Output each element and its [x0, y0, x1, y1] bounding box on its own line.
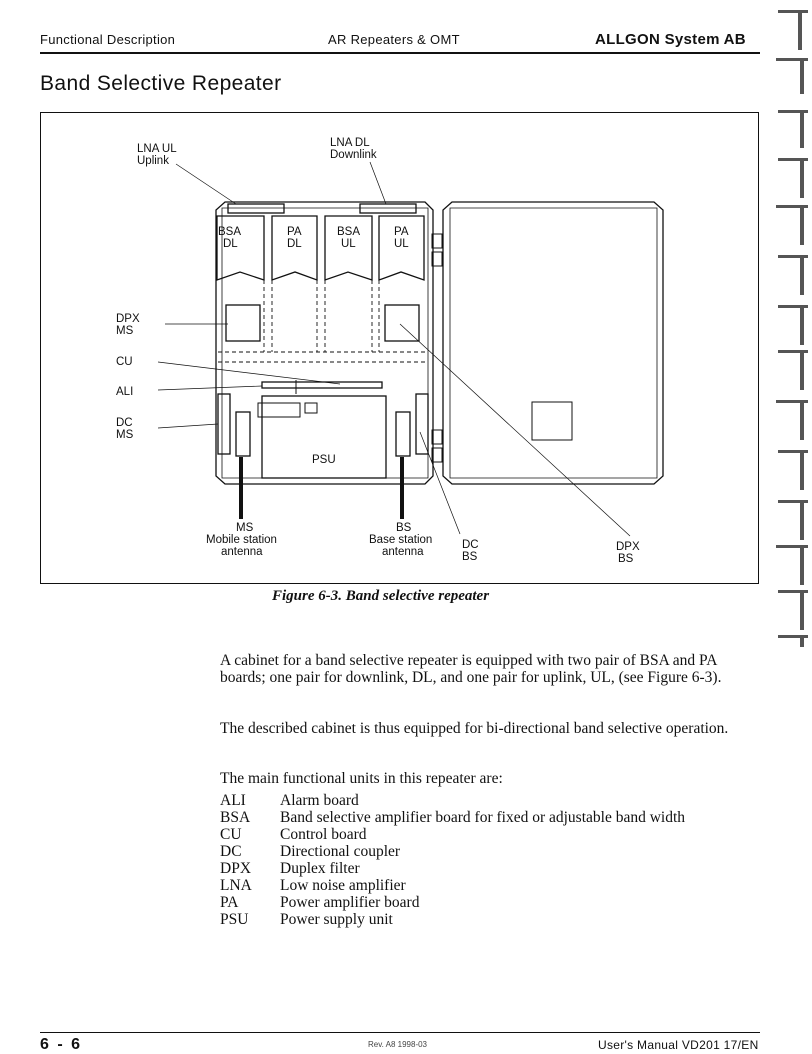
ms-antenna-cable	[239, 457, 243, 519]
header-section: Functional Description	[40, 32, 176, 47]
paragraph-1: A cabinet for a band selective repeater is equipped with two pair of BSA and PA boards; one pair for downlink, DL, and one pair for uplink, UL, (see Figure 6-3).	[220, 652, 722, 686]
label-dc-ms-1: DC	[116, 417, 133, 429]
header-company: ALLGON System AB	[595, 31, 746, 48]
unit-desc: Alarm board	[280, 792, 359, 809]
unit-abbr: DC	[220, 843, 242, 860]
label-bsa-dl-1: BSA	[218, 226, 242, 238]
bs-antenna-cable	[400, 457, 404, 519]
door-box	[532, 402, 572, 440]
list-item	[220, 843, 685, 860]
ali-bar	[262, 382, 382, 388]
unit-desc: Duplex filter	[280, 860, 360, 877]
dc-bs	[416, 394, 428, 454]
unit-desc: Power supply unit	[280, 911, 393, 928]
label-bsa-dl-2: DL	[223, 238, 238, 250]
label-pa-dl-2: DL	[287, 238, 302, 250]
units-list	[220, 792, 685, 928]
unit-abbr: LNA	[220, 877, 252, 894]
label-dpx-ms-1: DPX	[116, 313, 140, 325]
unit-desc: Band selective amplifier board for fixed or adjustable band width	[280, 809, 686, 826]
lna-ul-box	[228, 204, 284, 213]
cabinet-door	[443, 202, 663, 484]
footer-rule	[40, 1032, 760, 1033]
header-rule	[40, 52, 760, 54]
unit-abbr: ALI	[220, 792, 246, 809]
unit-abbr: CU	[220, 826, 242, 843]
lna-dl-box	[360, 204, 416, 213]
label-ms-1: MS	[236, 522, 254, 534]
list-item	[220, 911, 685, 928]
list-item	[220, 809, 685, 826]
list-item	[220, 860, 685, 877]
binding-edge-marks	[770, 0, 812, 1054]
dpx-ms	[226, 305, 260, 341]
label-pa-dl-1: PA	[287, 226, 302, 238]
label-ms-2: Mobile station	[206, 534, 277, 546]
unit-abbr: PA	[220, 894, 239, 911]
list-item	[220, 792, 685, 809]
page-title: Band Selective Repeater	[40, 72, 282, 95]
label-dpx-bs-1: DPX	[616, 541, 640, 553]
paragraph-2: The described cabinet is thus equipped for bi-directional band selective operation.	[220, 720, 729, 737]
unit-desc: Directional coupler	[280, 843, 401, 860]
list-item	[220, 877, 685, 894]
label-ms-3: antenna	[221, 546, 263, 558]
label-lna-ul-2: Uplink	[137, 155, 169, 167]
dpx-bs	[385, 305, 419, 341]
label-bs-3: antenna	[382, 546, 424, 558]
manual-id: User's Manual VD201 17/EN	[598, 1038, 759, 1052]
unit-desc: Power amplifier board	[280, 894, 420, 911]
label-lna-ul-1: LNA UL	[137, 143, 177, 155]
paragraph-3: The main functional units in this repeater are:	[220, 770, 503, 787]
label-dpx-ms-2: MS	[116, 325, 134, 337]
unit-abbr: PSU	[220, 911, 249, 928]
label-dc-ms-2: MS	[116, 429, 134, 441]
unit-abbr: DPX	[220, 860, 252, 877]
unit-desc: Low noise amplifier	[280, 877, 406, 894]
label-cu: CU	[116, 356, 133, 368]
page-number: 6 - 6	[40, 1036, 83, 1053]
label-bsa-ul-1: BSA	[337, 226, 361, 238]
revision: Rev. A8 1998-03	[368, 1040, 428, 1049]
label-bsa-ul-2: UL	[341, 238, 356, 250]
label-pa-ul-1: PA	[394, 226, 409, 238]
label-pa-ul-2: UL	[394, 238, 409, 250]
label-dc-bs-2: BS	[462, 551, 478, 563]
label-ali: ALI	[116, 386, 134, 398]
header-chapter: AR Repeaters & OMT	[328, 32, 460, 47]
figure-caption: Figure 6-3. Band selective repeater	[272, 588, 490, 604]
label-psu: PSU	[312, 454, 336, 466]
label-dc-bs-1: DC	[462, 539, 479, 551]
unit-desc: Control board	[280, 826, 367, 843]
list-item	[220, 894, 685, 911]
label-lna-dl-1: LNA DL	[330, 137, 370, 149]
label-lna-dl-2: Downlink	[330, 149, 377, 161]
label-bs-1: BS	[396, 522, 412, 534]
unit-abbr: BSA	[220, 809, 251, 826]
label-dpx-bs-2: BS	[618, 553, 634, 565]
list-item	[220, 826, 685, 843]
repeater-diagram	[40, 112, 759, 584]
dc-ms	[218, 394, 230, 454]
label-bs-2: Base station	[369, 534, 433, 546]
